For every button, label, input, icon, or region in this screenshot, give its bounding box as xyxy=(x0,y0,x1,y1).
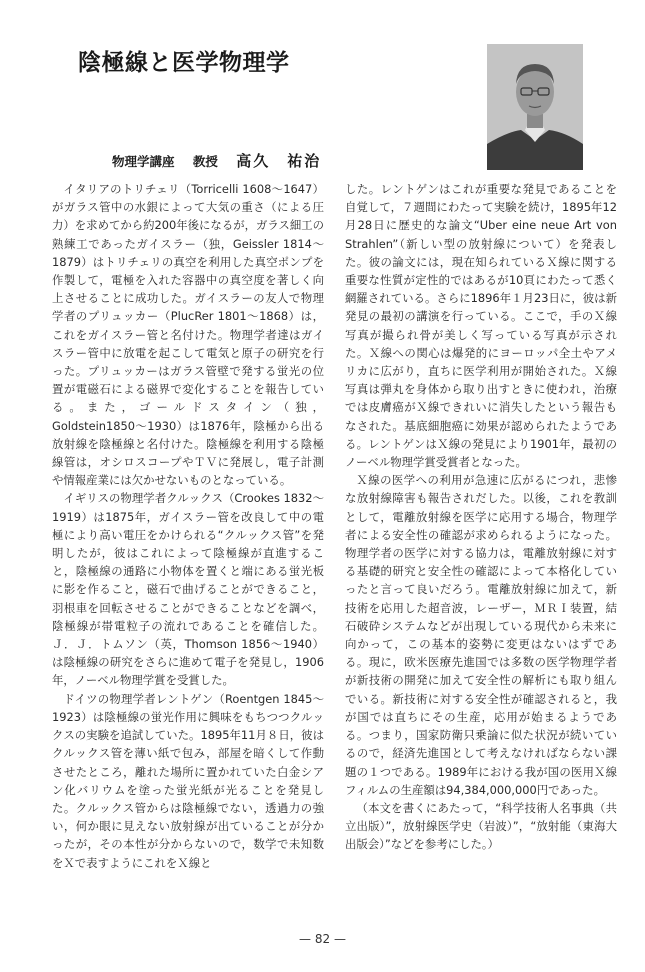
author-name: 高久 祐治 xyxy=(236,152,322,170)
author-photo xyxy=(487,44,583,170)
left-column xyxy=(52,180,324,872)
right-column xyxy=(345,180,617,854)
page-number: — 82 — xyxy=(299,932,346,946)
references-note: （本文を書くにあたって，“科学技術人名事典（共立出版）”，放射線医学史（岩波）”，“放射能（東海大出版会）”などを参考にした。） xyxy=(345,800,617,852)
paragraph: イギリスの物理学者クルックス（Crookes 1832〜1919）は1875年，ガイスラー管を改良して中の電極により高い電圧をかけられる“クルックス管”を発明したが，彼はこれによって陰極線が直進すること，陰極線の通路に小物体を置くと端にある蛍光板に影を作ること，磁石で曲げることができること，羽根車を回転させることができることなどを調べ，陰極線が帯電粒子の流れであることを確信した。Ｊ．Ｊ．トムソン（英，Thomson 1856〜1940）は陰極線の研究をさらに進めて電子を発見し，1906年，ノーベル物理学賞を受賞した。 xyxy=(52,491,324,688)
paragraph-continued: した。レントゲンはこれが重要な発見であることを自覚して，７週間にわたって実験を続け，1895年12月28日に歴史的な論文“Uber eine neue Art von Strahlen”（新しい型の放射線について）を発表した。彼の論文には，現在知られているＸ線に関する重要な性質が定性的ではあるが10頁にわたって悉く網羅されている。さらに1896年１月23日に，彼は新発見の最初の講演を行っている。ここで，手のＸ線写真が撮られ骨が美しく写っている写真が示された。Ｘ線への関心は爆発的にヨーロッパ全土やアメリカに広がり，直ちに医学利用が開始された。Ｘ線写真は弾丸を身体から取り出すときに使われ，治療では皮膚癌がＸ線できれいに消失したという報告もなされた。基底細胞癌に効果が認められたようである。レントゲンはＸ線の発見により1901年，最初のノーベル物理学賞受賞者となった。 xyxy=(345,182,617,470)
paragraph: イタリアのトリチェリ（Torricelli 1608〜1647）がガラス管中の水銀によって大気の重さ（による圧力）を求めてから約200年後になるが，ガラス細工の熟練工であったガイスラー（独，Geissler 1814〜1879）はトリチェリの真空を利用した真空ポンプを作製して，電極を入れた容器中の真空度を著しく向上させることに成功した。ガイスラーの友人で物理学者のプリュッカー（PlucRer 1801〜1868）は，これをガイスラー管と名付けた。物理学者達はガイスラー管中に放電を起こして電気と原子の研究を行った。プリュッカーはガラス管壁で発する蛍光の位置が電磁石による磁界で変化することを報告している。また，ゴールドスタイン（独，Goldstein1850〜1930）は1876年，陰極から出る放射線を陰極線と名付けた。陰極線を利用する陰極線管は，オシロスコープやＴＶに発展し，電子計測や情報産業には欠かせないものとなっている。 xyxy=(52,182,324,488)
article-title: 陰極線と医学物理学 xyxy=(78,50,290,76)
paragraph: Ｘ線の医学への利用が急速に広がるにつれ，悲惨な放射線障害も報告されだした。以後，これを教訓として，電離放射線を医学に応用する場合，物理学者による安全性の確認が求められるようになった。物理学者の医学に対する協力は，電離放射線に対する基礎的研究と安全性の確認によって本格化していったと言って良いだろう。電離放射線に加えて，新技術を応用した超音波，レーザー，ＭＲＩ装置，結石破砕システムなどが出現している現代から未来に向かって，この基本的姿勢に変更はないはずである。現に，欧米医療先進国では多数の医学物理学者が新技術の開発に加えて安全性の解析にも取り組んでいる。新技術に対する安全性が確認されると，我が国では直ちにその生産，応用が始まるようである。つまり，国家防衛只乗論に似た状況が続いているので，経済先進国として考えなければならない課題の１つである。1989年における我が国の医用Ｘ線フィルムの生産額は94,384,000,000円であった。 xyxy=(345,473,617,797)
author-line xyxy=(112,150,321,171)
paragraph: ドイツの物理学者レントゲン（Roentgen 1845〜1923）は陰極線の蛍光作用に興味をもちつつクルックスの実験を追試していた。1895年11月８日，彼はクルックス管を薄い紙で包み，部屋を暗くして作動させたところ，離れた場所に置かれていた白金シアン化バリウムを塗った蛍光紙が光ることを発見した。クルックス管からは陰極線でない，透過力の強い，何か眼に見えない放射線が出ていることが分かったが，その本性が分からないので，数学で未知数をＸで表すようにこれをＸ線と xyxy=(52,691,324,870)
author-rank: 教授 xyxy=(192,154,218,169)
author-department: 物理学講座 xyxy=(112,154,175,169)
